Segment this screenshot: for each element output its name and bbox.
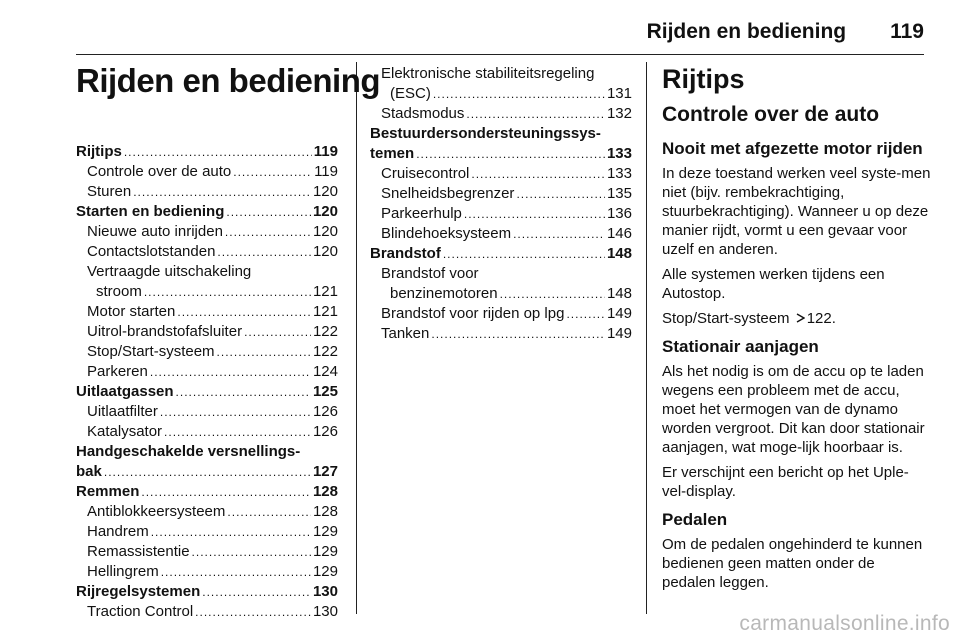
toc-entry-text: bak <box>76 463 102 480</box>
column-divider-2 <box>646 62 647 614</box>
toc-entry-page: 129 <box>312 523 338 540</box>
toc-entry[interactable] <box>76 282 338 302</box>
toc-entry-page: 122 <box>312 343 338 360</box>
paragraph: In deze toestand werken veel syste-men niet (bijv. rembekrachtiging, stuurbekrachtiging). Wanneer u op deze manier rijdt, vormt u een gevaar voor uzelf en anderen. <box>662 165 931 258</box>
toc-entry-text: Brandstof <box>370 245 441 262</box>
toc-entry-text: Remassistentie <box>87 543 190 560</box>
toc-entry-text: Handrem <box>87 523 149 540</box>
toc-entry-line: Brandstof voor <box>381 265 479 282</box>
toc-entry-page: 133 <box>606 165 632 182</box>
toc-leader <box>192 542 311 562</box>
toc-entry[interactable] <box>370 284 632 304</box>
toc-entry-page: 129 <box>312 563 338 580</box>
toc-entry-page: 146 <box>606 225 632 242</box>
toc-entry[interactable] <box>370 184 632 204</box>
paragraph: Alle systemen werken tijdens een Autostop. <box>662 266 885 302</box>
toc-leader <box>202 582 311 602</box>
reference-text: Stop/Start-systeem <box>662 310 790 327</box>
toc-entry-text: Controle over de auto <box>87 163 232 180</box>
toc-entry-text: Antiblokkeersysteem <box>87 503 226 520</box>
header-rule <box>76 54 924 55</box>
toc-entry-line: Handgeschakelde versnellings- <box>76 443 301 460</box>
toc-entry-text: benzinemotoren <box>390 285 498 302</box>
column-divider-1 <box>356 62 357 614</box>
toc-entry[interactable] <box>76 482 338 502</box>
toc-entry-text: (ESC) <box>390 85 431 102</box>
toc-entry-line: Bestuurdersondersteuningssys- <box>370 125 601 142</box>
toc-entry-text: Sturen <box>87 183 132 200</box>
toc-entry-page: 131 <box>606 85 632 102</box>
topic-heading-idle: Stationair aanjagen <box>662 337 819 356</box>
toc-entry-text: Stadsmodus <box>381 105 465 122</box>
toc-leader <box>144 282 311 302</box>
toc-entry-text: Uitlaatfilter <box>87 403 158 420</box>
toc-leader <box>151 522 311 542</box>
toc-entry-page: 125 <box>312 383 338 400</box>
topic-heading-engine-off: Nooit met afgezette motor rijden <box>662 139 923 158</box>
toc-entry-page: 130 <box>312 603 338 620</box>
toc-leader <box>161 562 311 582</box>
toc-leader <box>176 382 311 402</box>
toc-leader <box>416 144 605 164</box>
toc-leader <box>431 324 605 344</box>
toc-entry-text: Traction Control <box>87 603 194 620</box>
toc-leader <box>226 202 311 222</box>
toc-entry-page: 119 <box>314 163 338 180</box>
toc-entry-text: Stop/Start-systeem <box>87 343 215 360</box>
paragraph: Als het nodig is om de accu op te laden wegens een probleem met de accu, moet het vermogen van de dynamo worden vergroot. Dit kan door stationair aanjagen, wat moge-lijk hoorbaar is. <box>662 363 925 456</box>
toc-leader <box>150 362 311 382</box>
toc-entry-page: 148 <box>606 245 632 262</box>
toc-leader <box>164 422 311 442</box>
toc-entry[interactable] <box>370 324 632 344</box>
toc-entry-text: Contactslotstanden <box>87 243 216 260</box>
toc-entry-line: Elektronische stabiliteitsregeling <box>381 65 595 82</box>
toc-entry-text: Snelheidsbegrenzer <box>381 185 515 202</box>
paragraph: Er verschijnt een bericht op het Uple-vel-display. <box>662 464 909 500</box>
toc-entry-page: 127 <box>312 463 338 480</box>
toc-entry[interactable] <box>76 182 338 202</box>
toc-entry[interactable] <box>76 242 338 262</box>
toc-leader <box>177 302 311 322</box>
toc-entry-page: 148 <box>606 285 632 302</box>
toc-entry[interactable] <box>370 84 632 104</box>
toc-leader <box>244 322 311 342</box>
toc-entry[interactable] <box>76 582 338 602</box>
toc-leader <box>466 104 605 124</box>
toc-leader <box>433 84 605 104</box>
toc-entry[interactable] <box>76 522 338 542</box>
toc-entry[interactable] <box>76 142 338 162</box>
toc-leader <box>233 162 312 182</box>
toc-entry[interactable] <box>76 202 338 222</box>
toc-entry[interactable] <box>370 104 632 124</box>
toc-entry-page: 136 <box>606 205 632 222</box>
toc-entry[interactable] <box>76 422 338 442</box>
toc-entry-text: Katalysator <box>87 423 163 440</box>
toc-entry-text: Nieuwe auto inrijden <box>87 223 223 240</box>
toc-entry-page: 119 <box>313 143 338 160</box>
toc-entry[interactable] <box>370 304 632 324</box>
content-column <box>662 62 932 598</box>
page-number: 119 <box>890 20 924 43</box>
toc-leader <box>227 502 311 522</box>
toc-entry-page: 121 <box>312 303 338 320</box>
toc-entry-text: stroom <box>96 283 142 300</box>
toc-leader <box>516 184 605 204</box>
toc-entry-page: 128 <box>312 503 338 520</box>
toc-entry-text: Remmen <box>76 483 140 500</box>
toc-entry[interactable] <box>76 382 338 402</box>
toc-entry[interactable] <box>76 162 338 182</box>
paragraph: Om de pedalen ongehinderd te kunnen bedienen geen matten onder de pedalen leggen. <box>662 536 923 591</box>
toc-entry-text: temen <box>370 145 415 162</box>
toc-column-1 <box>76 142 338 622</box>
running-header-title: Rijden en bediening <box>646 20 847 43</box>
toc-entry-page: 135 <box>606 185 632 202</box>
toc-entry-page: 126 <box>312 423 338 440</box>
subsection-heading: Controle over de auto <box>662 103 880 126</box>
toc-entry[interactable] <box>370 204 632 224</box>
toc-entry-page: 120 <box>312 183 338 200</box>
toc-leader <box>104 462 311 482</box>
toc-leader <box>160 402 311 422</box>
toc-entry[interactable] <box>76 222 338 242</box>
toc-entry[interactable] <box>370 144 632 164</box>
toc-entry-page: 130 <box>312 583 338 600</box>
toc-entry[interactable] <box>76 562 338 582</box>
toc-entry[interactable] <box>76 322 338 342</box>
toc-entry[interactable] <box>76 342 338 362</box>
toc-entry-page: 132 <box>606 105 632 122</box>
topic-heading-pedals: Pedalen <box>662 510 728 529</box>
toc-entry-text: Parkeerhulp <box>381 205 462 222</box>
toc-entry[interactable] <box>76 362 338 382</box>
toc-entry[interactable] <box>370 164 632 184</box>
toc-leader <box>464 204 605 224</box>
cross-reference[interactable] <box>662 309 932 328</box>
toc-entry-text: Hellingrem <box>87 563 159 580</box>
toc-entry-text: Cruisecontrol <box>381 165 470 182</box>
reference-page: 122. <box>806 310 836 327</box>
toc-entry-page: 121 <box>312 283 338 300</box>
toc-entry-page: 126 <box>312 403 338 420</box>
toc-entry-page: 120 <box>312 223 338 240</box>
toc-entry-text: Uitlaatgassen <box>76 383 174 400</box>
toc-entry-text: Tanken <box>381 325 430 342</box>
toc-entry-page: 149 <box>606 305 632 322</box>
toc-entry-text: Motor starten <box>87 303 176 320</box>
toc-entry-page: 149 <box>606 325 632 342</box>
toc-entry[interactable] <box>370 224 632 244</box>
toc-entry-page: 133 <box>606 145 632 162</box>
toc-entry[interactable] <box>370 244 632 264</box>
toc-entry-page: 129 <box>312 543 338 560</box>
toc-entry-page: 124 <box>312 363 338 380</box>
toc-leader <box>225 222 311 242</box>
toc-leader <box>471 164 605 184</box>
toc-entry-text: Uitrol-brandstofafsluiter <box>87 323 243 340</box>
section-heading: Rijtips <box>662 64 745 94</box>
toc-entry[interactable] <box>76 402 338 422</box>
toc-entry-text: Brandstof voor rijden op lpg <box>381 305 565 322</box>
chapter-title: Rijden en bediening <box>76 62 381 99</box>
toc-entry-text: Blindehoeksysteem <box>381 225 512 242</box>
toc-leader <box>217 342 311 362</box>
toc-entry-page: 120 <box>312 243 338 260</box>
toc-entry-page: 122 <box>312 323 338 340</box>
toc-leader <box>195 602 311 622</box>
running-header <box>600 20 924 44</box>
toc-entry-page: 128 <box>312 483 338 500</box>
toc-leader <box>443 244 605 264</box>
toc-leader <box>124 142 312 162</box>
toc-entry-line: Vertraagde uitschakeling <box>87 263 252 280</box>
toc-entry-text: Rijregelsystemen <box>76 583 201 600</box>
toc-leader <box>513 224 605 244</box>
watermark: carmanualsonline.info <box>739 612 950 635</box>
toc-column-2 <box>370 64 632 344</box>
toc-entry-text: Parkeren <box>87 363 148 380</box>
toc-leader <box>133 182 311 202</box>
toc-entry[interactable] <box>76 542 338 562</box>
toc-entry[interactable] <box>76 602 338 622</box>
toc-entry[interactable] <box>76 462 338 482</box>
toc-entry[interactable] <box>76 302 338 322</box>
toc-entry-text: Starten en bediening <box>76 203 225 220</box>
toc-entry-page: 120 <box>312 203 338 220</box>
toc-leader <box>500 284 605 304</box>
page-reference-icon <box>796 313 805 323</box>
toc-leader <box>566 304 605 324</box>
toc-entry[interactable] <box>76 502 338 522</box>
toc-leader <box>217 242 311 262</box>
toc-leader <box>141 482 311 502</box>
toc-entry-text: Rijtips <box>76 143 122 160</box>
